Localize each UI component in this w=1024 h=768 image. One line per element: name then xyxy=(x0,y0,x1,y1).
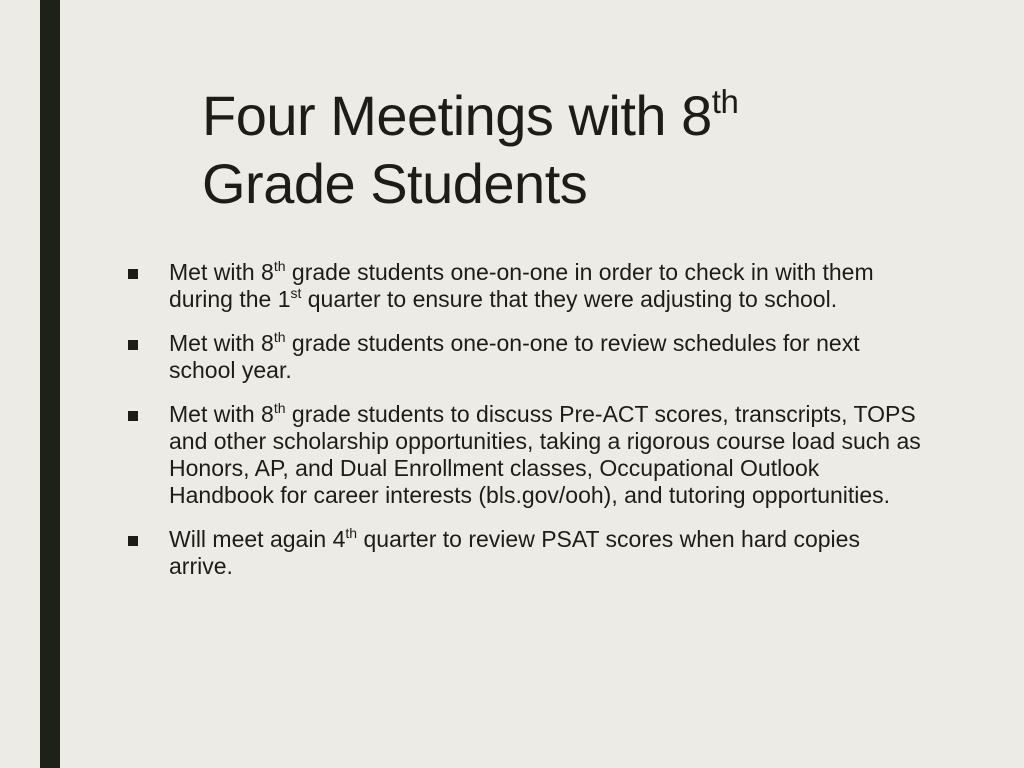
bullet-text: Met with 8 xyxy=(169,401,274,427)
square-bullet-icon xyxy=(128,411,138,421)
bullet-text: Met with 8 xyxy=(169,330,274,356)
bullet-text: grade students one-on-one in order to check in with them during the 1 xyxy=(169,259,874,312)
ordinal-superscript: th xyxy=(273,258,286,274)
bullet-text: quarter to review PSAT scores when hard copies arrive. xyxy=(169,526,860,579)
bullet-text: grade students to discuss Pre-ACT scores, transcripts, TOPS and other scholarship opportunities, taking a rigorous course load such as Honors, AP, and Dual Enrollment classes, Occupational Outlook Handbook for career interests (bls.gov/ooh), and tutoring opportunities. xyxy=(169,401,921,508)
square-bullet-icon xyxy=(128,536,138,546)
bullet-item xyxy=(128,259,928,313)
title-line2-text: Grade Students xyxy=(202,152,588,215)
bullet-text: grade students one-on-one to review schedules for next school year. xyxy=(169,330,860,383)
bullet-list xyxy=(128,259,928,597)
ordinal-superscript: th xyxy=(273,329,286,345)
bullet-item xyxy=(128,330,928,384)
ordinal-superscript: th xyxy=(273,400,286,416)
bullet-text: quarter to ensure that they were adjusting to school. xyxy=(301,286,838,312)
ordinal-superscript: th xyxy=(345,525,358,541)
slide-title xyxy=(202,82,962,218)
square-bullet-icon xyxy=(128,269,138,279)
bullet-text: Met with 8 xyxy=(169,259,274,285)
left-accent-bar xyxy=(40,0,60,768)
ordinal-superscript: st xyxy=(290,285,302,301)
square-bullet-icon xyxy=(128,340,138,350)
title-superscript: th xyxy=(711,83,739,120)
bullet-item xyxy=(128,401,928,509)
bullet-item xyxy=(128,526,928,580)
bullet-text: Will meet again 4 xyxy=(169,526,346,552)
title-line1-text: Four Meetings with 8 xyxy=(202,84,712,147)
